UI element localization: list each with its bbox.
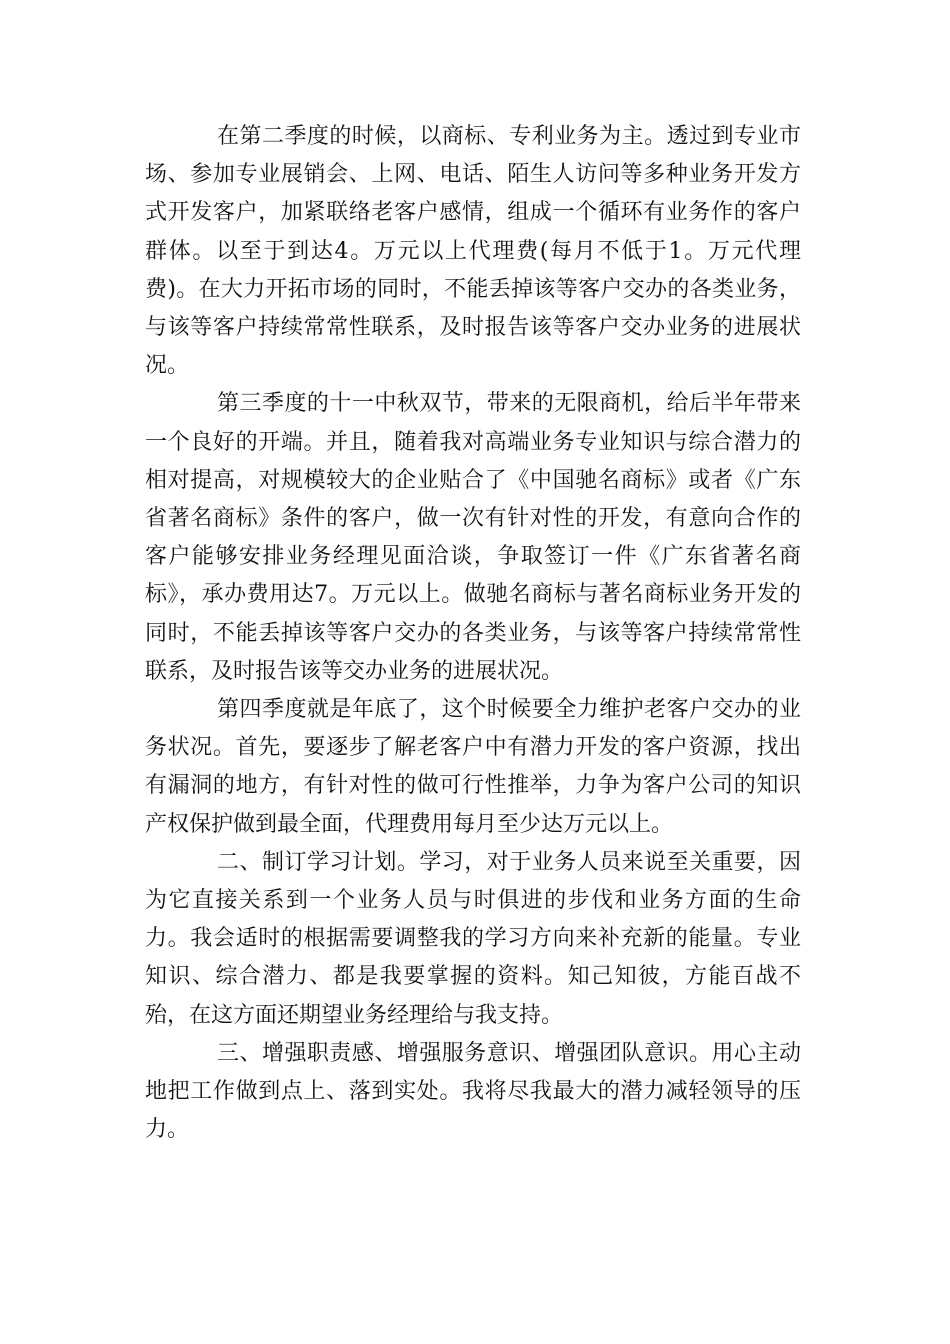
paragraph-study-plan: 二、制订学习计划。学习，对于业务人员来说至关重要，因为它直接关系到一个业务人员与时俱进的步伐和业务方面的生命力。我会适时的根据需要调整我的学习方向来补充新的能量。专业知识、综合潜力、都是我要掌握的资料。知己知彼，方能百战不殆，在这方面还期望业务经理给与我支持。: [145, 849, 801, 1028]
paragraph-responsibility: 三、增强职责感、增强服务意识、增强团队意识。用心主动地把工作做到点上、落到实处。我将尽我最大的潜力减轻领导的压力。: [145, 1040, 801, 1143]
paragraph-q2-plan: 在第二季度的时候，以商标、专利业务为主。透过到专业市场、参加专业展销会、上网、电话、陌生人访问等多种业务开发方式开发客户，加紧联络老客户感情，组成一个循环有业务作的客户群体。以至于到达4。万元以上代理费(每月不低于1。万元代理费)。在大力开拓市场的同时，不能丢掉该等客户交办的各类业务，与该等客户持续常常性联系，及时报告该等客户交办业务的进展状况。: [145, 124, 801, 379]
paragraph-q4-plan: 第四季度就是年底了，这个时候要全力维护老客户交办的业务状况。首先，要逐步了解老客户中有潜力开发的客户资源，找出有漏洞的地方，有针对性的做可行性推举，力争为客户公司的知识产权保护做到最全面，代理费用每月至少达万元以上。: [145, 697, 801, 837]
paragraph-q3-plan: 第三季度的十一中秋双节，带来的无限商机，给后半年带来一个良好的开端。并且，随着我对高端业务专业知识与综合潜力的相对提高，对规模较大的企业贴合了《中国驰名商标》或者《广东省著名商标》条件的客户，做一次有针对性的开发，有意向合作的客户能够安排业务经理见面洽谈，争取签订一件《广东省著名商标》，承办费用达7。万元以上。做驰名商标与著名商标业务开发的同时，不能丢掉该等客户交办的各类业务，与该等客户持续常常性联系，及时报告该等交办业务的进展状况。: [145, 391, 801, 684]
document-body: [145, 118, 801, 1149]
